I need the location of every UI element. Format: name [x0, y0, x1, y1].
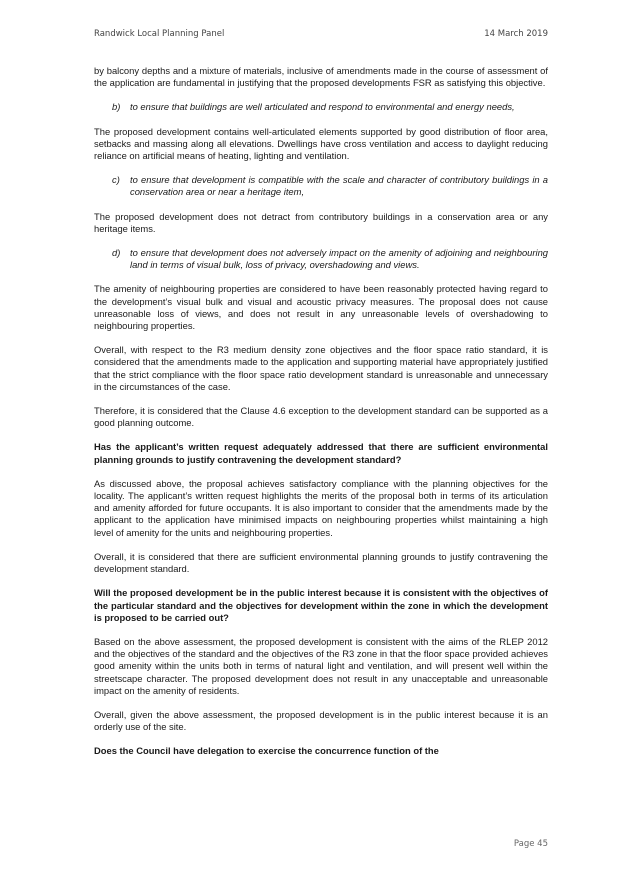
paragraph: Overall, it is considered that there are sufficient environmental planning grounds to justify contravening the development standard. — [94, 550, 548, 575]
objective-text: to ensure that development is compatible with the scale and character of contributory buildings in a conservation area or near a heritage item, — [130, 174, 548, 198]
paragraph: As discussed above, the proposal achieves satisfactory compliance with the planning objectives for the locality. The applicant’s written request highlights the merits of the proposal both in terms of its articulation and amenity afforded for future occupants. It is also important to consider that the amendments made by the applicant to the application have minimised impacts on neighbouring properties whilst maintaining a high level of amenity for the units and neighbouring properties. — [94, 477, 548, 538]
objective-text: to ensure that buildings are well articulated and respond to environmental and energy needs, — [130, 101, 515, 113]
document-body — [94, 65, 548, 770]
paragraph: Therefore, it is considered that the Clause 4.6 exception to the development standard can be supported as a good planning outcome. — [94, 405, 548, 429]
objective-text: to ensure that development does not adversely impact on the amenity of adjoining and neighbouring land in terms of visual bulk, loss of privacy, overshadowing and views. — [130, 247, 548, 271]
paragraph: The proposed development does not detract from contributory buildings in a conservation area or any heritage items. — [94, 210, 548, 234]
paragraph: Overall, with respect to the R3 medium density zone objectives and the floor space ratio standard, it is considered that the amendments made to the application and supporting material have appropriately justified that the strict compliance with the floor space ratio development standard is unreasonable and unnecessary in the circumstances of the case. — [94, 344, 548, 392]
header-title: Randwick Local Planning Panel — [94, 29, 225, 39]
paragraph: The proposed development contains well-articulated elements supported by good distribution of floor area, setbacks and massing along all elevations. Dwellings have cross ventilation and access to daylight reducing reliance on artificial means of heating, lighting and ventilation. — [94, 125, 548, 162]
list-marker: b) — [112, 101, 121, 113]
paragraph: Based on the above assessment, the proposed development is consistent with the aims of the RLEP 2012 and the objectives of the standard and the objectives of the R3 zone in that the floor space provided achieves good amenity within the units both in terms of natural light and ventilation, and will present well within the streetscape character. The proposed development does not result in any unacceptable and unreasonable impact on the amenity of residents. — [94, 635, 548, 696]
list-marker: c) — [112, 174, 120, 186]
section-question: Will the proposed development be in the public interest because it is consistent with the objectives of the particular standard and the objectives for development within the zone in which the development is proposed to be carried out? — [94, 587, 548, 623]
objective-item — [112, 174, 548, 198]
section-question: Has the applicant’s written request adequately addressed that there are sufficient environmental planning grounds to justify contravening the development standard? — [94, 441, 548, 465]
header-date: 14 March 2019 — [484, 29, 548, 39]
page-number: Page 45 — [513, 839, 548, 849]
list-marker: d) — [112, 247, 121, 259]
objective-item — [112, 247, 548, 271]
paragraph: by balcony depths and a mixture of materials, inclusive of amendments made in the course of assessment of the application are fundamental in justifying that the proposed developments FSR as satisfying this objective. — [94, 65, 548, 89]
objective-item — [112, 101, 548, 113]
paragraph: Overall, given the above assessment, the proposed development is in the public interest because it is an orderly use of the site. — [94, 708, 548, 733]
section-question: Does the Council have delegation to exercise the concurrence function of the — [94, 745, 439, 757]
paragraph: The amenity of neighbouring properties are considered to have been reasonably protected having regard to the development’s visual bulk and visual and acoustic privacy measures. The proposal does not cause unreasonable loss of views, and does not result in any unreasonable levels of overshadowing to neighbouring properties. — [94, 283, 548, 332]
